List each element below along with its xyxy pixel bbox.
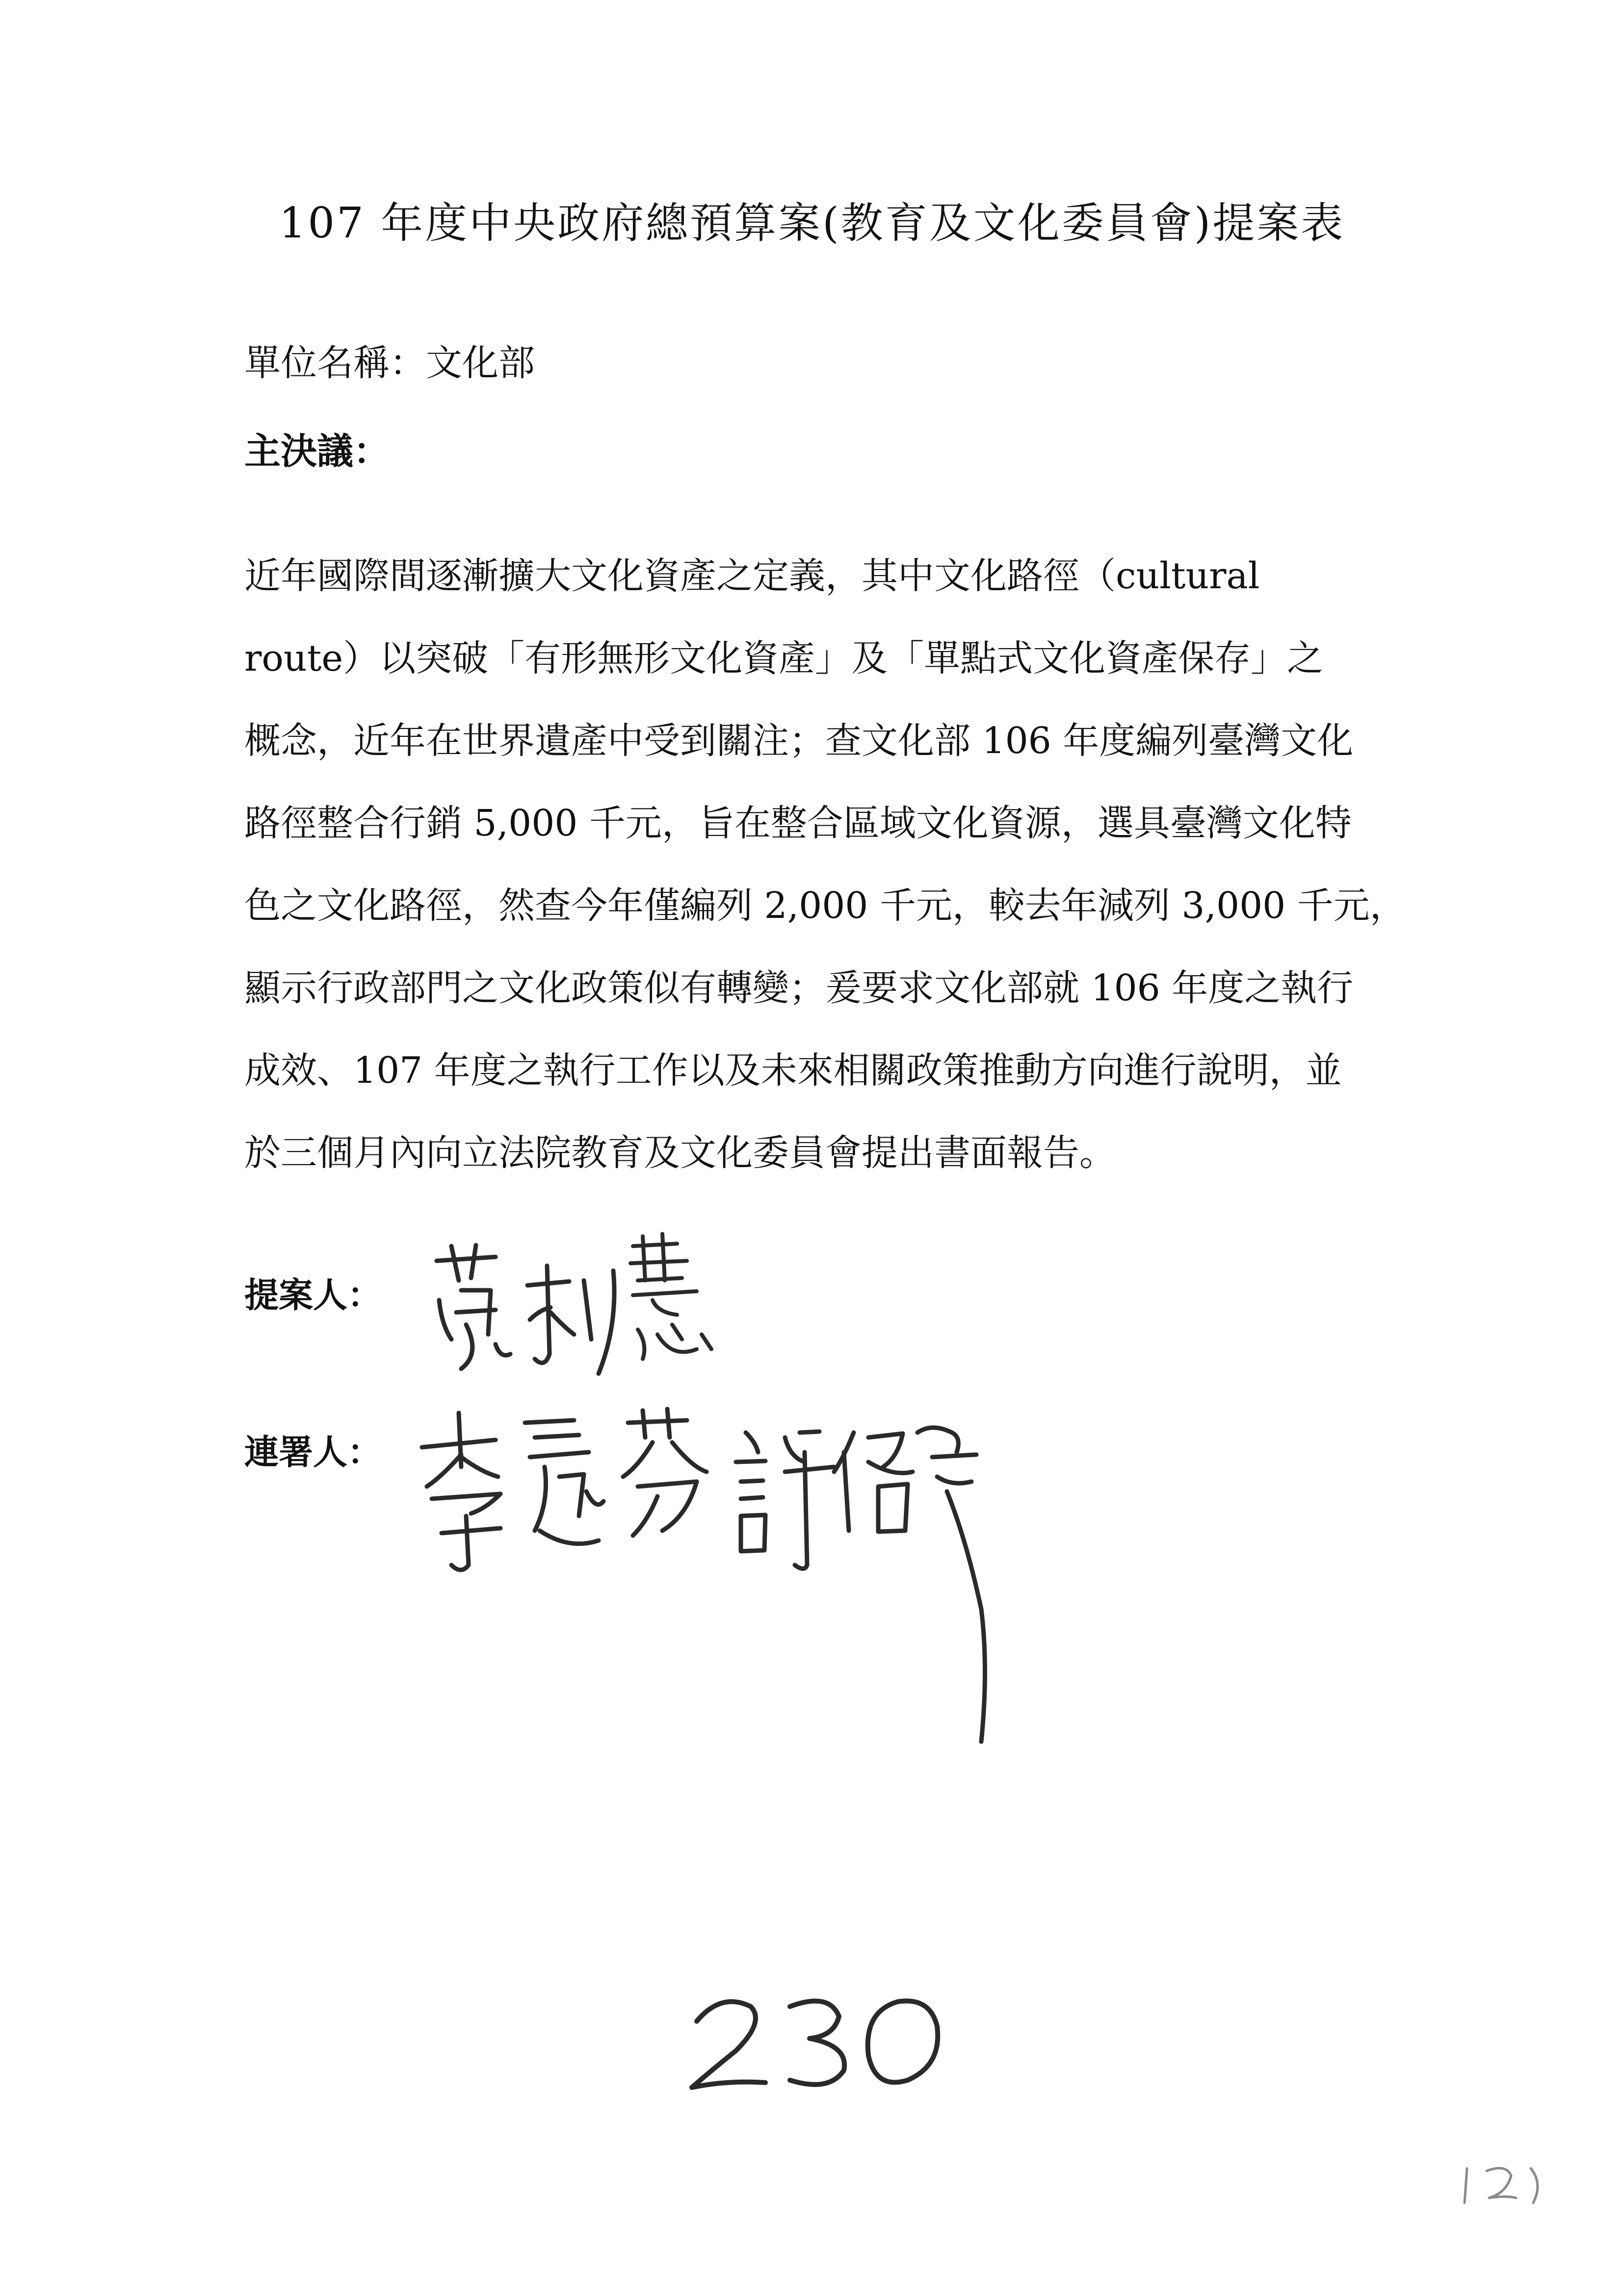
- body-line: 路徑整合行銷 5,000 千元，旨在整合區域文化資源，選具臺灣文化特: [244, 802, 1352, 844]
- body-line: 成效、107 年度之執行工作以及未來相關政策推動方向進行說明，並: [244, 1049, 1342, 1092]
- corner-mark-drawing: [1452, 2149, 1550, 2218]
- body-line: 概念，近年在世界遺產中受到關注；查文化部 106 年度編列臺灣文化: [244, 720, 1354, 762]
- cosigner-label: 連署人：: [244, 1432, 382, 1472]
- handwritten-page-number: [682, 1982, 957, 2100]
- body-line: 於三個月內向立法院教育及文化委員會提出書面報告。: [244, 1132, 1116, 1174]
- proposer-signature: [422, 1226, 726, 1383]
- proposer-label: 提案人：: [244, 1275, 382, 1315]
- cosigner-signatures-drawing: [412, 1403, 1030, 1747]
- cosigner-signatures: [412, 1403, 1030, 1747]
- document-title: 107 年度中央政府總預算案(教育及文化委員會)提案表: [279, 199, 1345, 248]
- body-line: 近年國際間逐漸擴大文化資產之定義，其中文化路徑（cultural: [244, 555, 1260, 597]
- proposer-signature-drawing: [422, 1226, 726, 1383]
- resolution-label: 主決議：: [244, 430, 390, 472]
- resolution-body: [244, 535, 1406, 1194]
- handwritten-page-number-drawing: [682, 1982, 957, 2100]
- unit-row: [244, 339, 535, 388]
- unit-value: 文化部: [426, 342, 535, 384]
- corner-mark: [1452, 2149, 1550, 2218]
- unit-label: 單位名稱：: [244, 342, 426, 384]
- body-line: route）以突破「有形無形文化資產」及「單點式文化資產保存」之: [244, 637, 1324, 679]
- body-line: 顯示行政部門之文化政策似有轉變；爰要求文化部就 106 年度之執行: [244, 967, 1354, 1009]
- body-line: 色之文化路徑，然查今年僅編列 2,000 千元，較去年減列 3,000 千元，: [244, 885, 1406, 927]
